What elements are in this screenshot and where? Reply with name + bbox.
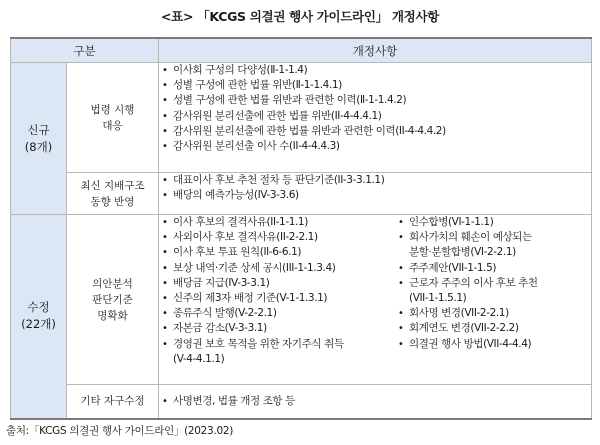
list-item: • 주주제안(VII-1-1.5) bbox=[395, 261, 591, 276]
list-item: • 의결권 행사 방법(VII-4-4.4) bbox=[395, 337, 591, 352]
list-item: • 성별 구성에 관한 법률 위반과 관련한 이력(Ⅱ-1-1.4.2) bbox=[159, 93, 591, 108]
list-item: • 인수합병(VI-1-1.1) bbox=[395, 215, 591, 230]
group-label: 수정 bbox=[27, 300, 50, 315]
group-count: (8개) bbox=[24, 139, 53, 154]
list-item: • 회계연도 변경(VII-2-2.2) bbox=[395, 321, 591, 336]
left-column bbox=[159, 215, 395, 367]
list-item-continuation: (VII-1-1.5.1) bbox=[409, 292, 467, 305]
list-item: • 성별 구성에 관한 법률 위반(Ⅱ-1-1.4.1) bbox=[159, 78, 591, 93]
list-item: • 경영권 보호 목적을 위한 자기주식 취득 bbox=[159, 337, 395, 352]
list-item: • 이사 후보 투표 원칙(II-6-6.1) bbox=[159, 245, 395, 260]
subcategory-law: 법령 시행 대응 bbox=[67, 63, 159, 173]
list-item: • 대표이사 후보 추천 절차 등 판단기준(II-3-3.1.1) bbox=[159, 173, 591, 188]
group-modify-cell bbox=[11, 215, 67, 419]
source-note: 출처:「KCGS 의결권 행사 가이드라인」(2023.02) bbox=[6, 425, 234, 437]
list-item: • 감사위원 분리선출 이사 수(II-4-4.4.3) bbox=[159, 139, 591, 154]
list-item: • 회사명 변경(VII-2-2.1) bbox=[395, 306, 591, 321]
header-category: 구분 bbox=[11, 38, 159, 63]
right-column bbox=[395, 215, 591, 367]
revision-items bbox=[159, 215, 592, 385]
list-item: • 신주의 제3자 배정 기준(V-1-1.3.1) bbox=[159, 291, 395, 306]
header-revision: 개정사항 bbox=[159, 38, 592, 63]
list-item: • 종류주식 발행(V-2-2.1) bbox=[159, 306, 395, 321]
list-item: • 자본금 감소(V-3-3.1) bbox=[159, 321, 395, 336]
subcategory-trend: 최신 지배구조 동향 반영 bbox=[67, 173, 159, 215]
list-item-continuation: (V-4-4.1.1) bbox=[173, 352, 225, 365]
revision-table bbox=[10, 37, 592, 420]
subcategory-wording: 기타 자구수정 bbox=[67, 385, 159, 419]
list-item: • 이사회 구성의 다양성(Ⅱ-1-1.4) bbox=[159, 63, 591, 78]
revision-items bbox=[159, 385, 592, 419]
list-item: • 배당의 예측가능성(IV-3-3.6) bbox=[159, 188, 591, 203]
table-row bbox=[11, 215, 592, 385]
group-count: (22개) bbox=[21, 317, 56, 332]
group-label: 신규 bbox=[27, 122, 50, 137]
table-row bbox=[11, 385, 592, 419]
list-item: • 감사위원 분리선출에 관한 법률 위반과 관련한 이력(II-4-4.4.2) bbox=[159, 124, 591, 139]
list-item: • 회사가치의 훼손이 예상되는 bbox=[395, 230, 591, 245]
list-item: • 이사 후보의 결격사유(II-1-1.1) bbox=[159, 215, 395, 230]
list-item: • 근로자 주주의 이사 후보 추천 bbox=[395, 276, 591, 291]
list-item: • 감사위원 분리선출에 관한 법률 위반(II-4-4.4.1) bbox=[159, 109, 591, 124]
list-item: • 보상 내역·기준 상세 공시(III-1-1.3.4) bbox=[159, 261, 395, 276]
revision-items bbox=[159, 173, 592, 215]
table-header-row bbox=[11, 38, 592, 63]
list-item: • 배당금 지급(IV-3-3.1) bbox=[159, 276, 395, 291]
list-item-continuation: 분할·분할합병(VI-2-2.1) bbox=[409, 246, 516, 259]
subcategory-criteria: 의안분석 판단기준 명확화 bbox=[67, 215, 159, 385]
group-new-cell bbox=[11, 63, 67, 215]
table-row bbox=[11, 173, 592, 215]
table-title: <표> 「KCGS 의결권 행사 가이드라인」 개정사항 bbox=[161, 9, 439, 24]
list-item: • 사명변경, 법률 개정 조항 등 bbox=[159, 394, 591, 409]
table-row bbox=[11, 63, 592, 173]
list-item: • 사외이사 후보 결격사유(II-2-2.1) bbox=[159, 230, 395, 245]
revision-items bbox=[159, 63, 592, 173]
